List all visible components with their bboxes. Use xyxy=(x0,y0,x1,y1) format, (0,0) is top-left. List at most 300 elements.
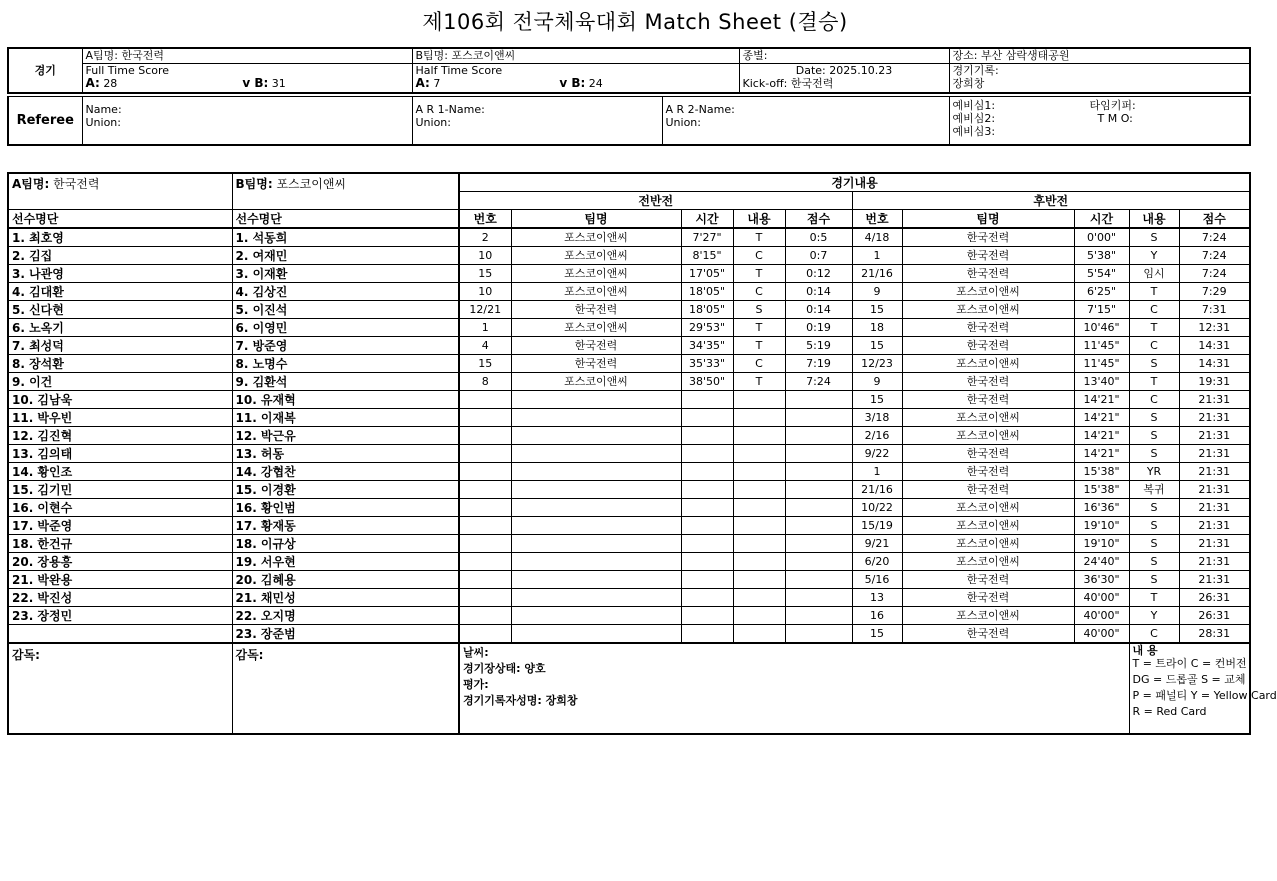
first-half-event-team xyxy=(511,517,681,535)
player-b: 8. 노명수 xyxy=(232,355,459,373)
second-half-event-content: T xyxy=(1129,283,1179,301)
second-half-event-time: 15'38" xyxy=(1074,481,1129,499)
table-row xyxy=(8,283,1250,301)
first-half-event-number: 4 xyxy=(459,337,511,355)
second-half-event-content: S xyxy=(1129,409,1179,427)
second-half-event-number: 10/22 xyxy=(852,499,902,517)
second-half-event-time: 16'36" xyxy=(1074,499,1129,517)
second-half-event-team: 한국전력 xyxy=(902,571,1074,589)
first-half-event-score xyxy=(785,445,852,463)
col-h2-team: 팀명 xyxy=(902,210,1074,229)
first-half-event-time: 35'33" xyxy=(681,355,733,373)
player-b: 13. 허동 xyxy=(232,445,459,463)
second-half-event-content: S xyxy=(1129,499,1179,517)
first-half-event-time xyxy=(681,481,733,499)
second-half-event-time: 10'46" xyxy=(1074,319,1129,337)
second-half-event-content: C xyxy=(1129,625,1179,644)
second-half-event-content: Y xyxy=(1129,247,1179,265)
second-half-event-content: 복귀 xyxy=(1129,481,1179,499)
player-b: 5. 이진석 xyxy=(232,301,459,319)
second-half-event-time: 7'15" xyxy=(1074,301,1129,319)
second-half-event-number: 15/19 xyxy=(852,517,902,535)
table-row xyxy=(8,228,1250,247)
first-half-event-number: 2 xyxy=(459,228,511,247)
first-half-event-team: 포스코이앤씨 xyxy=(511,247,681,265)
full-time-label: Full Time Score xyxy=(82,63,412,77)
second-half-event-time: 15'38" xyxy=(1074,463,1129,481)
second-half-event-team: 포스코이앤씨 xyxy=(902,355,1074,373)
second-half-event-time: 14'21" xyxy=(1074,445,1129,463)
second-half-event-content: T xyxy=(1129,319,1179,337)
page-title: 제106회 전국체육대회 Match Sheet (결승) xyxy=(422,10,848,34)
player-b: 3. 이재환 xyxy=(232,265,459,283)
second-half-event-number: 9/22 xyxy=(852,445,902,463)
half-a-label: A: xyxy=(415,76,430,90)
second-half-event-content: C xyxy=(1129,337,1179,355)
second-half-event-score: 7:29 xyxy=(1179,283,1250,301)
first-half-event-number xyxy=(459,391,511,409)
first-half-event-time xyxy=(681,463,733,481)
player-b: 4. 김상진 xyxy=(232,283,459,301)
player-b: 12. 박근유 xyxy=(232,427,459,445)
table-row xyxy=(8,427,1250,445)
table-row xyxy=(8,535,1250,553)
second-half-event-team: 포스코이앤씨 xyxy=(902,301,1074,319)
reserve1: 예비심1: xyxy=(952,99,996,112)
first-half-event-time: 29'53" xyxy=(681,319,733,337)
player-a: 13. 김의태 xyxy=(8,445,232,463)
first-half-event-content: C xyxy=(733,247,785,265)
player-a: 17. 박준영 xyxy=(8,517,232,535)
legend-line-1: T = 트라이 C = 컨버전 xyxy=(1132,657,1247,670)
first-half-event-content xyxy=(733,553,785,571)
first-half-event-number: 15 xyxy=(459,265,511,283)
first-half-event-score xyxy=(785,607,852,625)
ref-name: Name: xyxy=(85,103,122,116)
second-half-event-content: Y xyxy=(1129,607,1179,625)
recorder-name: 장희창 xyxy=(949,77,1250,93)
first-half-event-number xyxy=(459,409,511,427)
first-half-event-number xyxy=(459,553,511,571)
second-half-event-score: 21:31 xyxy=(1179,445,1250,463)
col-h2-content: 내용 xyxy=(1129,210,1179,229)
second-half-event-content: T xyxy=(1129,589,1179,607)
second-half-event-team: 포스코이앤씨 xyxy=(902,535,1074,553)
table-row xyxy=(8,355,1250,373)
first-half-event-time xyxy=(681,391,733,409)
second-half-event-team: 한국전력 xyxy=(902,247,1074,265)
table-row xyxy=(8,625,1250,644)
first-half-event-team xyxy=(511,589,681,607)
legend-box xyxy=(1129,643,1277,734)
player-a: 4. 김대환 xyxy=(8,283,232,301)
second-half-event-team: 포스코이앤씨 xyxy=(902,607,1074,625)
first-half-event-time xyxy=(681,499,733,517)
first-half-event-content xyxy=(733,589,785,607)
first-half-event-score: 0:12 xyxy=(785,265,852,283)
half-a-score: 7 xyxy=(433,77,441,90)
half-b-score: 24 xyxy=(588,77,603,90)
second-half-event-content: S xyxy=(1129,535,1179,553)
first-half-event-number xyxy=(459,517,511,535)
weather: 날씨: xyxy=(463,646,489,659)
player-b: 1. 석동희 xyxy=(232,228,459,247)
first-half-event-content xyxy=(733,607,785,625)
second-half-event-score: 7:24 xyxy=(1179,265,1250,283)
second-half-event-number: 16 xyxy=(852,607,902,625)
second-half-event-number: 13 xyxy=(852,589,902,607)
table-row xyxy=(8,445,1250,463)
first-half-event-number xyxy=(459,625,511,644)
second-half-event-score: 19:31 xyxy=(1179,373,1250,391)
col-h2-time: 시간 xyxy=(1074,210,1129,229)
second-half-event-number: 18 xyxy=(852,319,902,337)
player-b: 16. 황인범 xyxy=(232,499,459,517)
first-half-event-team xyxy=(511,409,681,427)
player-b: 11. 이재복 xyxy=(232,409,459,427)
tmo: T M O: xyxy=(1097,112,1133,125)
second-half-event-score: 14:31 xyxy=(1179,337,1250,355)
second-half-event-content: S xyxy=(1129,571,1179,589)
player-a: 20. 장용흥 xyxy=(8,553,232,571)
second-half-event-number: 1 xyxy=(852,463,902,481)
first-half-event-content xyxy=(733,571,785,589)
table-row xyxy=(8,373,1250,391)
match-label: 경기 xyxy=(8,48,82,93)
second-half-event-score: 7:24 xyxy=(1179,247,1250,265)
venue: 장소: 부산 삼락생태공원 xyxy=(949,48,1250,63)
ar1-name: A R 1-Name: xyxy=(415,103,485,116)
second-half-event-score: 14:31 xyxy=(1179,355,1250,373)
match-notes xyxy=(459,643,1129,734)
table-row xyxy=(8,589,1250,607)
second-half-event-number: 2/16 xyxy=(852,427,902,445)
first-half-event-team: 한국전력 xyxy=(511,355,681,373)
first-half-event-number: 10 xyxy=(459,283,511,301)
player-b: 23. 장준범 xyxy=(232,625,459,644)
roster-team-b xyxy=(232,173,459,210)
second-half-event-number: 6/20 xyxy=(852,553,902,571)
second-half-event-score: 21:31 xyxy=(1179,571,1250,589)
first-half-event-score: 7:19 xyxy=(785,355,852,373)
second-half-event-time: 40'00" xyxy=(1074,589,1129,607)
first-half-event-content xyxy=(733,445,785,463)
first-half-event-time xyxy=(681,427,733,445)
second-half-event-score: 21:31 xyxy=(1179,427,1250,445)
table-row xyxy=(8,265,1250,283)
second-half-event-number: 15 xyxy=(852,337,902,355)
team-a-value: 한국전력 xyxy=(53,177,100,191)
player-a: 22. 박진성 xyxy=(8,589,232,607)
first-half-event-time xyxy=(681,517,733,535)
second-half-event-score: 21:31 xyxy=(1179,553,1250,571)
first-half-event-team xyxy=(511,481,681,499)
ar2-cell xyxy=(662,97,949,145)
first-half-event-content: C xyxy=(733,283,785,301)
second-half-event-number: 15 xyxy=(852,301,902,319)
ar1-cell xyxy=(412,97,662,145)
second-half-event-content: C xyxy=(1129,391,1179,409)
first-half-event-score: 7:24 xyxy=(785,373,852,391)
player-a: 7. 최성덕 xyxy=(8,337,232,355)
second-half-event-team: 한국전력 xyxy=(902,481,1074,499)
player-b: 14. 강협찬 xyxy=(232,463,459,481)
first-half-event-team: 포스코이앤씨 xyxy=(511,228,681,247)
first-half-event-number xyxy=(459,571,511,589)
second-half-event-time: 6'25" xyxy=(1074,283,1129,301)
first-half-event-number: 15 xyxy=(459,355,511,373)
reserve2: 예비심2: xyxy=(952,112,996,125)
player-a: 6. 노옥기 xyxy=(8,319,232,337)
second-half-event-content: T xyxy=(1129,373,1179,391)
second-half-event-team: 한국전력 xyxy=(902,589,1074,607)
table-row xyxy=(8,517,1250,535)
second-half-event-score: 7:31 xyxy=(1179,301,1250,319)
kickoff: Kick-off: 한국전력 xyxy=(739,77,949,93)
second-half-event-time: 11'45" xyxy=(1074,337,1129,355)
category: 종별: xyxy=(739,48,949,63)
player-a: 11. 박우빈 xyxy=(8,409,232,427)
match-body-table xyxy=(7,172,1277,735)
team-b-name: B팀명: 포스코이앤씨 xyxy=(412,48,739,63)
player-a xyxy=(8,625,232,644)
second-half-event-content: C xyxy=(1129,301,1179,319)
first-half-event-time xyxy=(681,445,733,463)
second-half-event-score: 7:24 xyxy=(1179,228,1250,247)
first-half-event-content: T xyxy=(733,228,785,247)
second-half-event-number: 9/21 xyxy=(852,535,902,553)
second-half-event-team: 포스코이앤씨 xyxy=(902,427,1074,445)
first-half-event-score xyxy=(785,409,852,427)
first-half-event-number xyxy=(459,535,511,553)
second-half-event-time: 19'10" xyxy=(1074,535,1129,553)
first-half-event-content: S xyxy=(733,301,785,319)
first-half-event-team xyxy=(511,625,681,644)
player-b: 15. 이경환 xyxy=(232,481,459,499)
first-half-event-content xyxy=(733,427,785,445)
player-b: 22. 오지명 xyxy=(232,607,459,625)
first-half-event-team: 한국전력 xyxy=(511,301,681,319)
first-half-event-score: 0:14 xyxy=(785,283,852,301)
col-h1-content: 내용 xyxy=(733,210,785,229)
first-half-event-content xyxy=(733,499,785,517)
col-h1-team: 팀명 xyxy=(511,210,681,229)
first-half-event-number xyxy=(459,445,511,463)
player-b: 9. 김환석 xyxy=(232,373,459,391)
legend-line-2: DG = 드롭골 S = 교체 xyxy=(1132,673,1246,686)
second-half-event-score: 12:31 xyxy=(1179,319,1250,337)
second-half-event-team: 한국전력 xyxy=(902,228,1074,247)
first-half-event-score xyxy=(785,553,852,571)
referee-cell xyxy=(82,97,412,145)
full-a-label: A: xyxy=(85,76,100,90)
col-h2-score: 점수 xyxy=(1179,210,1250,229)
second-half-event-time: 14'21" xyxy=(1074,391,1129,409)
ground-condition: 경기장상태: 양호 xyxy=(463,662,546,675)
full-b-score: 31 xyxy=(271,77,286,90)
first-half-event-team xyxy=(511,427,681,445)
player-a: 15. 김기민 xyxy=(8,481,232,499)
second-half-event-number: 12/23 xyxy=(852,355,902,373)
first-half-event-team: 포스코이앤씨 xyxy=(511,283,681,301)
first-half-event-content xyxy=(733,409,785,427)
second-half-event-team: 한국전력 xyxy=(902,445,1074,463)
first-half-event-content: T xyxy=(733,319,785,337)
second-half-event-team: 한국전력 xyxy=(902,319,1074,337)
reserve-cell xyxy=(949,97,1250,145)
first-half-event-content xyxy=(733,517,785,535)
second-half-event-team: 포스코이앤씨 xyxy=(902,553,1074,571)
first-half-event-team: 한국전력 xyxy=(511,337,681,355)
first-half-event-time xyxy=(681,571,733,589)
match-header-table xyxy=(7,47,1251,94)
first-half-event-content: T xyxy=(733,265,785,283)
second-half-event-time: 24'40" xyxy=(1074,553,1129,571)
second-half-event-content: S xyxy=(1129,553,1179,571)
first-half-event-time: 18'05" xyxy=(681,301,733,319)
ref-union: Union: xyxy=(85,116,121,129)
second-half-event-score: 26:31 xyxy=(1179,589,1250,607)
col-h2-number: 번호 xyxy=(852,210,902,229)
first-half-event-team: 포스코이앤씨 xyxy=(511,265,681,283)
first-half-event-content xyxy=(733,535,785,553)
first-half-event-time: 34'35" xyxy=(681,337,733,355)
second-half-event-time: 13'40" xyxy=(1074,373,1129,391)
first-half-event-team: 포스코이앤씨 xyxy=(511,319,681,337)
full-a-score: 28 xyxy=(103,77,118,90)
player-a: 1. 최호영 xyxy=(8,228,232,247)
table-row xyxy=(8,391,1250,409)
first-half-event-score xyxy=(785,589,852,607)
first-half-event-team xyxy=(511,445,681,463)
rating: 평가: xyxy=(463,678,489,691)
first-half-event-content: C xyxy=(733,355,785,373)
col-h1-score: 점수 xyxy=(785,210,852,229)
referee-label: Referee xyxy=(8,97,82,145)
second-half-event-team: 포스코이앤씨 xyxy=(902,517,1074,535)
second-half-event-number: 21/16 xyxy=(852,265,902,283)
first-half-event-team xyxy=(511,571,681,589)
match-date: Date: 2025.10.23 xyxy=(739,63,949,77)
half-time-score xyxy=(412,77,739,93)
reserve3: 예비심3: xyxy=(952,125,996,138)
first-half-event-time: 17'05" xyxy=(681,265,733,283)
second-half-title: 후반전 xyxy=(852,192,1250,210)
player-a: 3. 나관영 xyxy=(8,265,232,283)
first-half-event-time xyxy=(681,625,733,644)
second-half-event-time: 40'00" xyxy=(1074,607,1129,625)
second-half-event-time: 40'00" xyxy=(1074,625,1129,644)
full-vb-label: v B: xyxy=(242,76,269,90)
second-half-event-score: 26:31 xyxy=(1179,607,1250,625)
first-half-event-content xyxy=(733,463,785,481)
first-half-event-number xyxy=(459,427,511,445)
table-row xyxy=(8,409,1250,427)
second-half-event-time: 14'21" xyxy=(1074,409,1129,427)
second-half-event-content: S xyxy=(1129,517,1179,535)
roster-team-a xyxy=(8,173,232,210)
first-half-event-score: 0:5 xyxy=(785,228,852,247)
player-b: 19. 서우현 xyxy=(232,553,459,571)
second-half-event-number: 4/18 xyxy=(852,228,902,247)
events-title: 경기내용 xyxy=(459,173,1250,192)
ar2-name: A R 2-Name: xyxy=(665,103,735,116)
player-b: 10. 유재혁 xyxy=(232,391,459,409)
second-half-event-score: 21:31 xyxy=(1179,391,1250,409)
first-half-event-team xyxy=(511,607,681,625)
first-half-event-content xyxy=(733,481,785,499)
first-half-event-number xyxy=(459,499,511,517)
player-a: 12. 김진혁 xyxy=(8,427,232,445)
first-half-event-number: 8 xyxy=(459,373,511,391)
second-half-event-time: 36'30" xyxy=(1074,571,1129,589)
second-half-event-team: 포스코이앤씨 xyxy=(902,283,1074,301)
second-half-event-team: 한국전력 xyxy=(902,391,1074,409)
second-half-event-time: 14'21" xyxy=(1074,427,1129,445)
player-a: 21. 박완용 xyxy=(8,571,232,589)
first-half-event-number xyxy=(459,589,511,607)
first-half-event-score xyxy=(785,517,852,535)
second-half-event-time: 5'54" xyxy=(1074,265,1129,283)
table-row xyxy=(8,319,1250,337)
first-half-event-number: 12/21 xyxy=(459,301,511,319)
first-half-event-team xyxy=(511,553,681,571)
second-half-event-number: 1 xyxy=(852,247,902,265)
second-half-event-score: 21:31 xyxy=(1179,463,1250,481)
first-half-event-time: 7'27" xyxy=(681,228,733,247)
first-half-event-score xyxy=(785,625,852,644)
second-half-event-content: S xyxy=(1129,445,1179,463)
second-half-event-team: 한국전력 xyxy=(902,625,1074,644)
first-half-event-number: 1 xyxy=(459,319,511,337)
half-vb-label: v B: xyxy=(559,76,586,90)
player-a: 18. 한건규 xyxy=(8,535,232,553)
coach-a: 감독: xyxy=(8,643,232,734)
first-half-event-time: 8'15" xyxy=(681,247,733,265)
second-half-event-number: 3/18 xyxy=(852,409,902,427)
table-row xyxy=(8,463,1250,481)
legend-title: 내 용 xyxy=(1132,644,1158,657)
second-half-event-score: 21:31 xyxy=(1179,409,1250,427)
recorder-sign: 경기기록자성명: 장희창 xyxy=(463,694,578,707)
second-half-event-content: 임시 xyxy=(1129,265,1179,283)
second-half-event-number: 5/16 xyxy=(852,571,902,589)
second-half-event-score: 21:31 xyxy=(1179,499,1250,517)
col-roster-b: 선수명단 xyxy=(232,210,459,229)
first-half-event-number xyxy=(459,463,511,481)
second-half-event-number: 15 xyxy=(852,625,902,644)
col-h1-time: 시간 xyxy=(681,210,733,229)
second-half-event-time: 19'10" xyxy=(1074,517,1129,535)
first-half-event-content xyxy=(733,391,785,409)
second-half-event-score: 21:31 xyxy=(1179,535,1250,553)
first-half-event-time xyxy=(681,553,733,571)
full-time-score xyxy=(82,77,412,93)
half-time-label: Half Time Score xyxy=(412,63,739,77)
second-half-event-team: 포스코이앤씨 xyxy=(902,499,1074,517)
first-half-event-number xyxy=(459,481,511,499)
second-half-event-team: 포스코이앤씨 xyxy=(902,409,1074,427)
referee-table xyxy=(7,96,1251,146)
second-half-event-team: 한국전력 xyxy=(902,337,1074,355)
first-half-event-score xyxy=(785,571,852,589)
first-half-event-time xyxy=(681,409,733,427)
second-half-event-team: 한국전력 xyxy=(902,265,1074,283)
player-a: 16. 이현수 xyxy=(8,499,232,517)
first-half-event-team xyxy=(511,535,681,553)
team-a-name: A팀명: 한국전력 xyxy=(82,48,412,63)
second-half-event-score: 21:31 xyxy=(1179,481,1250,499)
